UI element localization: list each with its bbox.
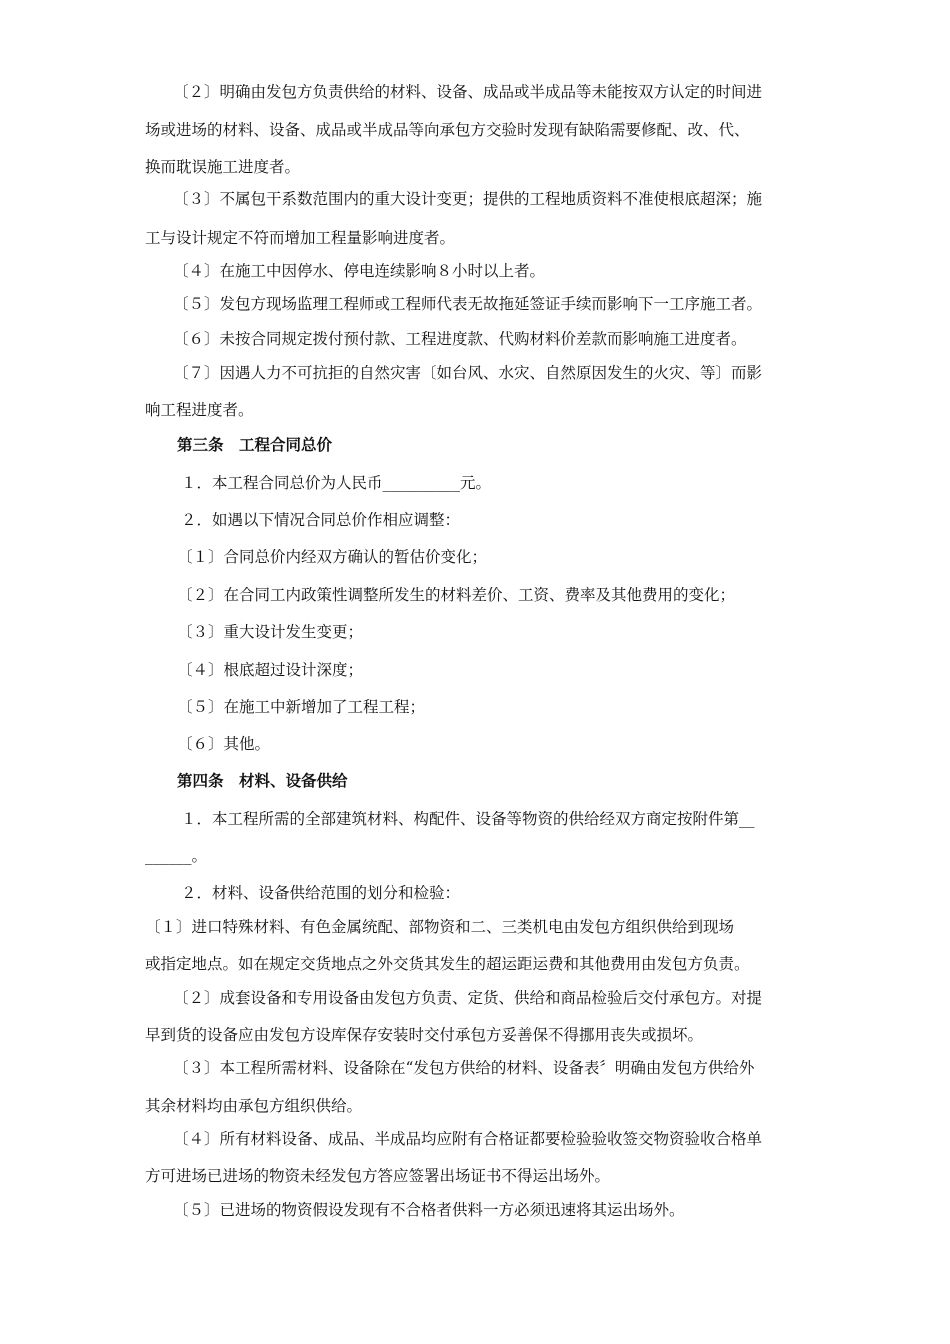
paragraph-line: 〔５〕已进场的物资假设发现有不合格者供料一方必须迅速将其运出场外。 — [173, 1201, 685, 1219]
paragraph-line: 场或进场的材料、设备、成品或半成品等向承包方交验时发现有缺陷需要修配、改、代、 — [145, 121, 750, 139]
paragraph-line: 〔３〕本工程所需材料、设备除在“发包方供给的材料、设备表〞明确由发包方供给外 — [173, 1059, 755, 1077]
paragraph-line: 〔３〕不属包干系数范围内的重大设计变更；提供的工程地质资料不准使根底超深；施 — [173, 190, 763, 208]
paragraph-line: 〔４〕所有材料设备、成品、半成品均应附有合格证都要检验验收签交物资验收合格单 — [173, 1130, 763, 1148]
paragraph-line: 〔５〕发包方现场监理工程师或工程师代表无故拖延签证手续而影响下一工序施工者。 — [173, 295, 763, 313]
paragraph-line: 〔１〕进口特殊材料、有色金属统配、部物资和二、三类机电由发包方组织供给到现场 — [145, 918, 735, 936]
paragraph-line: 其余材料均由承包方组织供给。 — [145, 1097, 363, 1115]
paragraph-line: １．本工程合同总价为人民币__________元。 — [181, 474, 492, 492]
paragraph-line: 〔１〕合同总价内经双方确认的暂估价变化； — [177, 548, 488, 566]
article-4-heading: 第四条 材料、设备供给 — [177, 772, 348, 790]
paragraph-line: 〔２〕明确由发包方负责供给的材料、设备、成品或半成品等未能按双方认定的时间进 — [173, 83, 763, 101]
paragraph-line: ______。 — [145, 847, 208, 865]
paragraph-line: 方可进场已进场的物资未经发包方答应签署出场证书不得运出场外。 — [145, 1167, 611, 1185]
paragraph-line: ２．如遇以下情况合同总价作相应调整： — [181, 511, 461, 529]
paragraph-line: 〔６〕其他。 — [177, 735, 271, 753]
paragraph-line: １．本工程所需的全部建筑材料、构配件、设备等物资的供给经双方商定按附件第__ — [181, 810, 755, 828]
paragraph-line: 早到货的设备应由发包方设库保存安装时交付承包方妥善保不得挪用丧失或损坏。 — [145, 1026, 704, 1044]
paragraph-line: 〔３〕重大设计发生变更； — [177, 623, 364, 641]
article-3-heading: 第三条 工程合同总价 — [177, 436, 333, 454]
paragraph-line: 〔４〕根底超过设计深度； — [177, 661, 364, 679]
paragraph-line: 工与设计规定不符而增加工程量影响进度者。 — [145, 229, 456, 247]
paragraph-line: ２．材料、设备供给范围的划分和检验： — [181, 884, 461, 902]
paragraph-line: 〔７〕因遇人力不可抗拒的自然灾害〔如台风、水灾、自然原因发生的火灾、等〕而影 — [173, 364, 763, 382]
paragraph-line: 换而耽误施工进度者。 — [145, 158, 301, 176]
paragraph-line: 〔６〕未按合同规定拨付预付款、工程进度款、代购材料价差款而影响施工进度者。 — [173, 330, 747, 348]
paragraph-line: 〔４〕在施工中因停水、停电连续影响８小时以上者。 — [173, 262, 546, 280]
paragraph-line: 响工程进度者。 — [145, 401, 254, 419]
paragraph-line: 〔２〕在合同工内政策性调整所发生的材料差价、工资、费率及其他费用的变化； — [177, 586, 736, 604]
paragraph-line: 〔２〕成套设备和专用设备由发包方负责、定货、供给和商品检验后交付承包方。对提 — [173, 989, 763, 1007]
paragraph-line: 〔５〕在施工中新增加了工程工程； — [177, 698, 426, 716]
paragraph-line: 或指定地点。如在规定交货地点之外交货其发生的超运距运费和其他费用由发包方负责。 — [145, 955, 750, 973]
